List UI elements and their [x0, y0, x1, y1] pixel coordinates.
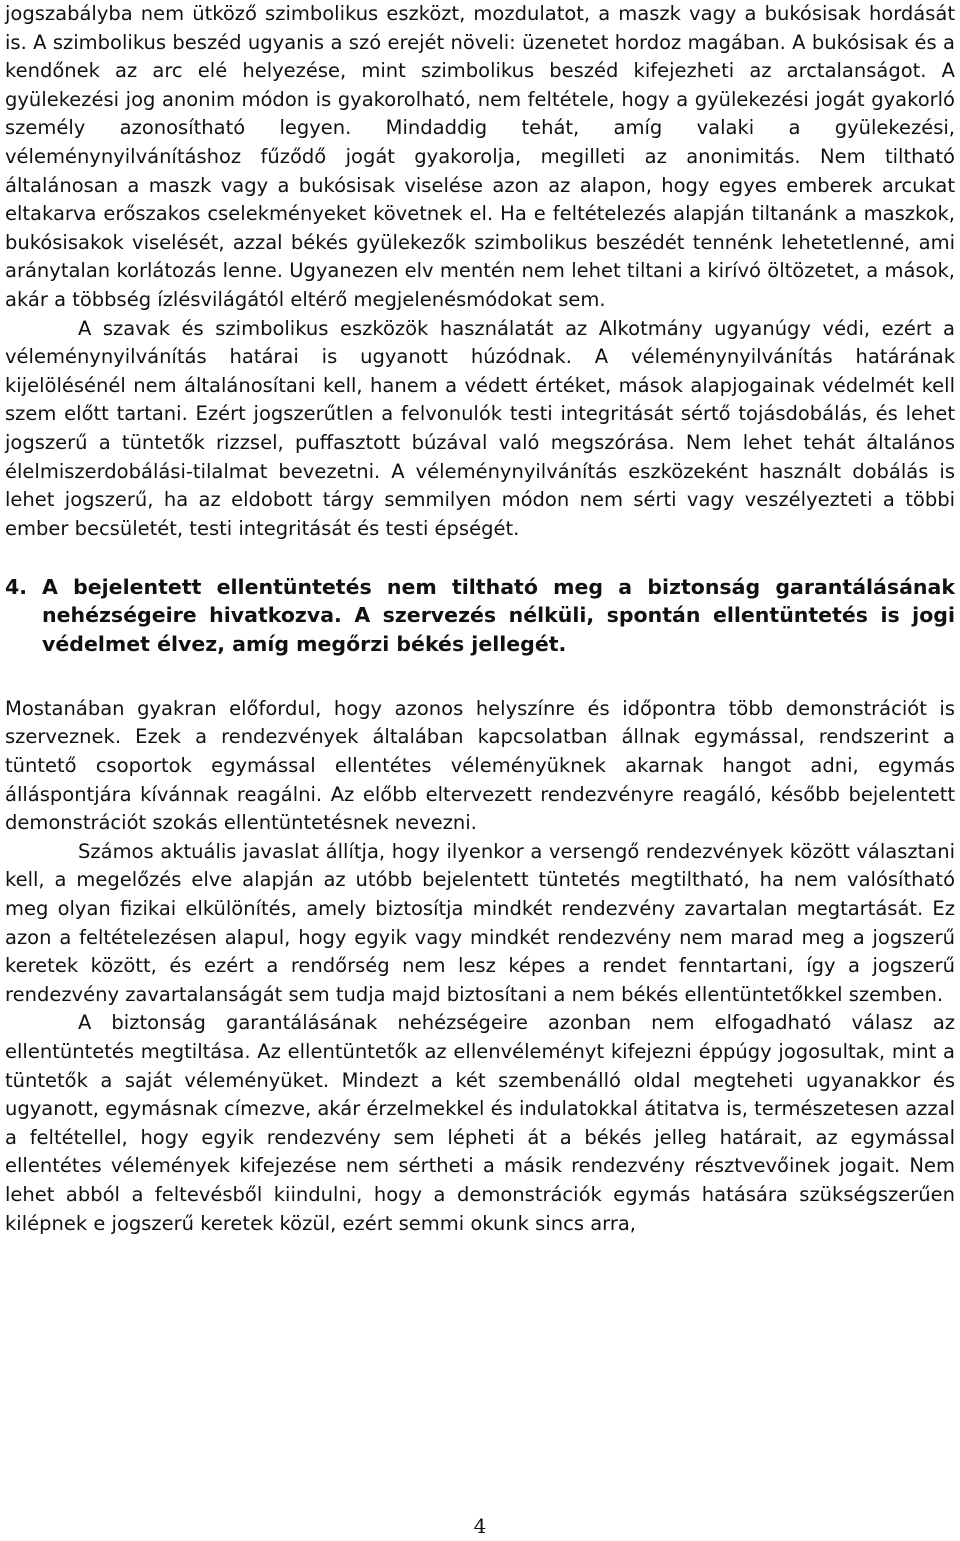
paragraph-counter-demonstration: Mostanában gyakran előfordul, hogy azonos helyszínre és időpontra több demonstrációt is szerveznek. Ezek a rendezvények általában kapcsolatban állnak egymással, rendszerint a tüntető csoportok egymással ellentétes véleményüknek akarnak hangot adni, egymás álláspontjára kívánnak reagálni. Az előbb eltervezett rendezvényre reagáló, később bejelentett demonstrációt szokás ellentüntetésnek nevezni. [5, 696, 955, 835]
section-heading-text: A bejelentett ellentüntetés nem tiltható meg a biztonság garantálásának nehézségeire hivatkozva. A szervezés nélküli, spontán ellentüntetés is jogi védelmet élvez, amíg megőrzi békés jellegét. [42, 575, 955, 656]
paragraph-security-guarantee: A biztonság garantálásának nehézségeire azonban nem elfogadható válasz az ellentüntetés megtiltása. Az ellentüntetők az ellenvéleményt kifejezni éppúgy jogosultak, mint a tüntetők a saját véleményüket. Mindezt a két szembenálló oldal megteheti ugyanakkor és ugyanott, egymásnak címezve, akár érzelmekkel és indulatokkal átitatva is, természetesen azzal a feltétellel, hogy egyik rendezvény sem lépheti át a békés jelleg határait, az egymással ellentétes vélemények kifejezése nem sértheti a másik rendezvény résztvevőinek jogait. Nem lehet abból a feltevésből kiindulni, hogy a demonstrációk egymás hatására szükségszerűen kilépnek e jogszerű keretek közül, ezért semmi okunk sincs arra, [5, 1011, 955, 1235]
page-number: 4 [473, 1514, 487, 1538]
paragraph-symbolic-speech: jogszabályba nem ütköző szimbolikus eszközt, mozdulatot, a maszk vagy a bukósisak hordását is. A szimbolikus beszéd ugyanis a szó erejét növeli: üzenetet hordoz magában. A bukósisak és a kendőnek az arc elé helyezése, mint szimbolikus beszéd kifejezheti az arctalanságot. A gyülekezési jog anonim módon is gyakorolható, nem feltétele, hogy a gyülekezési jogát gyakorló személy azonosítható legyen. Mindaddig tehát, amíg valaki a gyülekezési, véleménynyilvánításhoz fűződő jogát gyakorolja, megilleti az anonimitás. Nem tiltható általánosan a maszk vagy a bukósisak viselése azon az alapon, hogy egyes emberek arcukat eltakarva erőszakos cselekményeket követnek el. Ha e feltételezés alapján tiltanánk a maszkok, bukósisakok viselését, azzal békés gyülekezők szimbolikus beszédét tennénk lehetetlenné, ami aránytalan korlátozás lenne. Ugyanezen elv mentén nem lehet tiltani a kirívó öltözetet, a mások, akár a többség ízlésvilágától eltérő megjelenésmódokat sem. [5, 2, 955, 311]
section-heading [5, 573, 955, 658]
paragraph-competing-events: Számos aktuális javaslat állítja, hogy ilyenkor a versengő rendezvények között választani kell, a megelőzés elve alapján az utóbb bejelentett tüntetés megtiltható, ha nem valósítható meg olyan fizikai elkülönítés, amely biztosítja mindkét rendezvény zavartalan megtartását. Ez azon a feltételezésen alapul, hogy egyik vagy mindkét rendezvény nem marad meg a jogszerű keretek között, és ezért a rendőrség nem lesz képes a rendet fenntartani, így a jogszerű rendezvény zavartalanságát sem tudja majd biztosítani a nem békés ellentüntetőkkel szemben. [5, 839, 955, 1006]
paragraph-symbolic-tools: A szavak és szimbolikus eszközök használatát az Alkotmány ugyanúgy védi, ezért a véleménynyilvánítás határai is ugyanott húzódnak. A véleménynyilvánítás határának kijelölésénél nem általánosítani kell, hanem a védett értéket, mások alapjogainak védelmét kell szem előtt tartani. Ezért jogszerűtlen a felvonulók testi integritását sértő tojásdobálás, és lehet jogszerű a tüntetők rizzsel, puffasztott búzával való megszórása. Nem lehet tehát általános élelmiszerdobálási-tilalmat bevezetni. A véleménynyilvánítás eszközeként használt dobálás is lehet jogszerű, ha az eldobott tárgy semmilyen módon nem sérti vagy veszélyezteti a többi ember becsületét, testi integritását és testi épségét. [5, 316, 955, 540]
document-body [5, 0, 955, 1238]
section-heading-number: 4. [5, 575, 28, 600]
